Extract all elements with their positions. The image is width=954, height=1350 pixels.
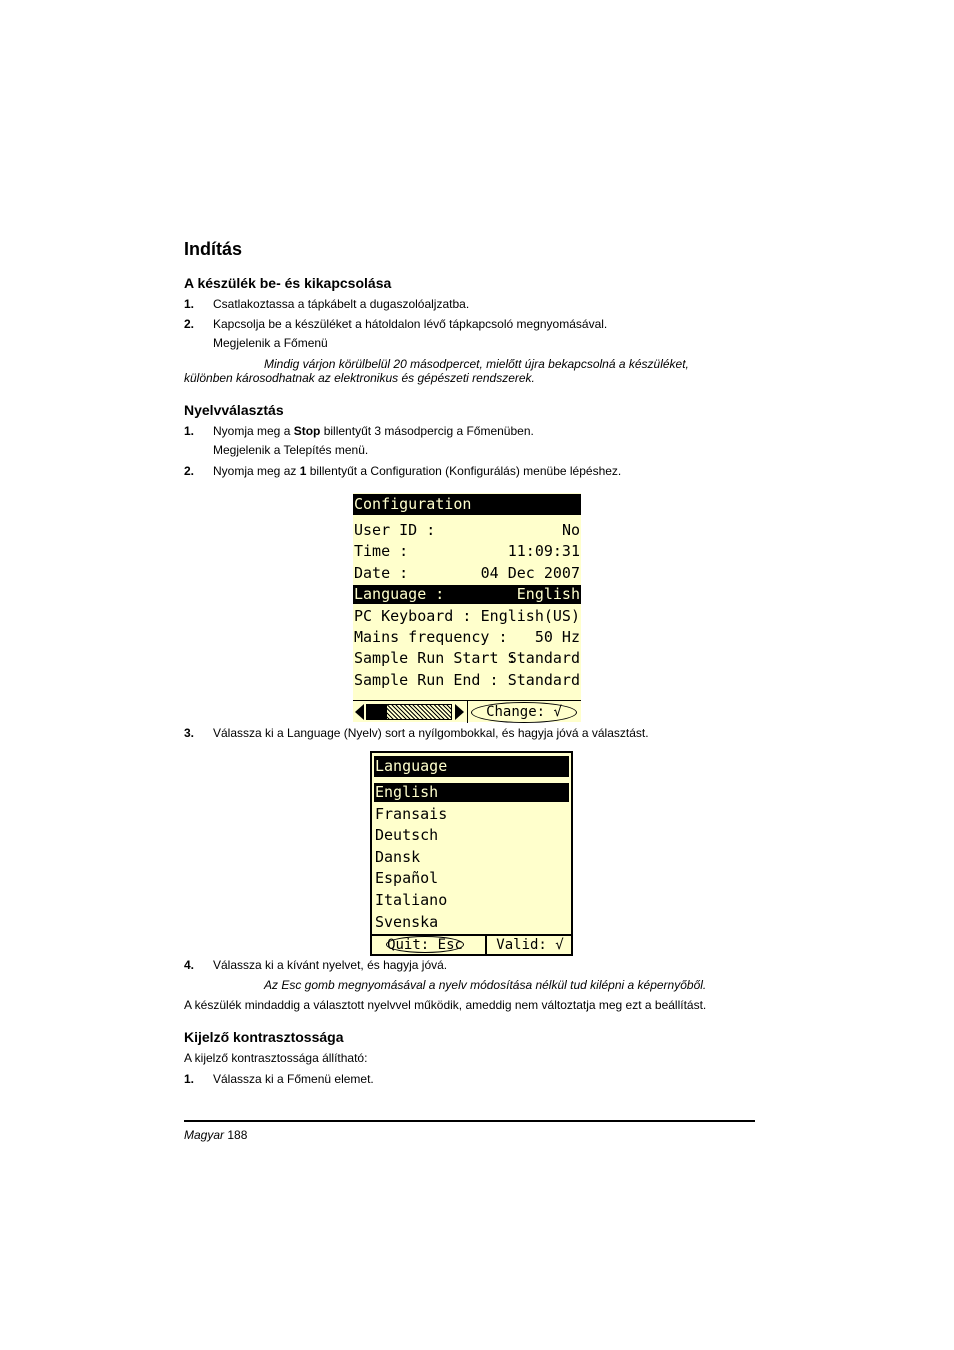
- step-number: 4.: [184, 958, 195, 972]
- config-row-label: Sample Run Start :: [354, 649, 517, 668]
- step-number: 2.: [184, 464, 195, 478]
- config-row-value: English(US): [480, 606, 580, 625]
- step-number: 3.: [184, 726, 195, 740]
- config-row-label: Language :: [354, 585, 445, 604]
- language-option[interactable]: [374, 848, 569, 867]
- section-heading-language: Nyelvválasztás: [184, 402, 284, 418]
- quit-softkey-button[interactable]: Quit: Esc: [387, 937, 463, 953]
- config-row-value: 50 Hz: [534, 628, 580, 646]
- language-option[interactable]: [374, 913, 569, 932]
- screen-title: Configuration: [354, 495, 472, 513]
- step-subtext: Megjelenik a Főmenü: [213, 336, 328, 350]
- page-title: Indítás: [184, 239, 243, 259]
- step-text: Válassza ki a Főmenü elemet.: [213, 1072, 374, 1086]
- config-row-label: User ID :: [354, 521, 436, 539]
- config-row-value: 04 Dec 2007: [480, 563, 580, 582]
- config-row-value: No: [561, 521, 580, 539]
- footer-rule: [184, 1120, 755, 1122]
- step-text: Nyomja meg az 1 billentyűt a Configuration (Konfigurálás) menübe lépéshez.: [213, 464, 622, 478]
- screen-title-bar: [374, 756, 569, 777]
- esc-note: Az Esc gomb megnyomásával a nyelv módosítása nélkül tud kilépni a képernyőből.: [264, 978, 707, 992]
- step-number: 1.: [184, 1072, 195, 1086]
- config-row[interactable]: [353, 649, 581, 668]
- config-row-label: Sample Run End :: [354, 670, 499, 689]
- step-number: 1.: [184, 297, 195, 311]
- language-option[interactable]: [374, 891, 569, 910]
- language-option-label: Svenska: [375, 912, 439, 931]
- config-row-value: Standard: [507, 649, 580, 668]
- screen-title-bar: [353, 494, 581, 515]
- section-heading-contrast: Kijelző kontrasztossága: [184, 1029, 344, 1045]
- intro-text: A kijelző kontrasztossága állítható:: [184, 1051, 368, 1065]
- language-option-label: English: [375, 783, 439, 801]
- config-row-value: English: [516, 585, 580, 604]
- language-option[interactable]: [374, 826, 569, 845]
- config-row-value: Standard: [507, 670, 580, 689]
- language-option[interactable]: [374, 869, 569, 888]
- screen-softkey-bar: [353, 700, 581, 723]
- step-text: Válassza ki a Language (Nyelv) sort a nyílgombokkal, és hagyja jóvá a választást.: [213, 726, 649, 740]
- config-row[interactable]: [353, 542, 581, 561]
- config-row-label: Mains frequency :: [354, 628, 508, 646]
- divider: [485, 936, 487, 954]
- section-heading-power: A készülék be- és kikapcsolása: [184, 275, 392, 291]
- key-name: 1: [299, 464, 307, 478]
- step-subtext: Megjelenik a Telepítés menü.: [213, 443, 369, 457]
- config-row[interactable]: [353, 521, 581, 540]
- warning-note-line2: különben károsodhatnak az elektronikus és gépészeti rendszerek.: [184, 371, 535, 385]
- divider: [467, 701, 468, 723]
- scroll-track[interactable]: [366, 704, 452, 720]
- config-row-label: Date :: [354, 563, 409, 582]
- language-option-label: Deutsch: [375, 826, 439, 845]
- language-option-label: Español: [375, 869, 439, 888]
- valid-softkey-button[interactable]: Valid: √: [496, 937, 564, 953]
- step-text: Válassza ki a kívánt nyelvet, és hagyja jóvá.: [213, 958, 448, 972]
- step-number: 2.: [184, 317, 195, 331]
- scroll-right-arrow-icon[interactable]: [455, 704, 464, 720]
- config-row[interactable]: [353, 607, 581, 626]
- scroll-thumb[interactable]: [367, 705, 387, 719]
- language-option-label: Dansk: [375, 847, 421, 866]
- step-text: Kapcsolja be a készüléket a hátoldalon lévő tápkapcsoló megnyomásával.: [213, 317, 608, 331]
- step-text: Nyomja meg a Stop billentyűt 3 másodpercig a Főmenüben.: [213, 424, 534, 438]
- key-name: Stop: [293, 424, 321, 438]
- footer: [184, 1128, 247, 1143]
- footer-language: Magyar: [184, 1128, 225, 1142]
- language-option[interactable]: [374, 805, 569, 824]
- config-row[interactable]: [353, 671, 581, 690]
- screen-title: Language: [375, 757, 448, 775]
- step-text: Csatlakoztassa a tápkábelt a dugaszolóaljzatba.: [213, 297, 470, 311]
- language-screen: [370, 751, 573, 956]
- closing-paragraph: A készülék mindaddig a választott nyelvvel működik, ameddig nem változtatja meg ezt a beállítást.: [184, 998, 707, 1012]
- config-row-value: 11:09:31: [507, 542, 580, 561]
- language-option-label: Italiano: [375, 891, 448, 909]
- config-row-label: PC Keyboard :: [354, 606, 472, 625]
- warning-note-line1: Mindig várjon körülbelül 20 másodpercet, mielőtt újra bekapcsolná a készüléket,: [264, 357, 689, 371]
- language-option-label: Fransais: [375, 804, 448, 823]
- configuration-screen: [353, 493, 581, 722]
- step-number: 1.: [184, 424, 195, 438]
- scroll-left-arrow-icon[interactable]: [355, 704, 364, 720]
- config-row[interactable]: [353, 585, 581, 604]
- change-softkey-button[interactable]: Change: √: [471, 702, 577, 723]
- language-option[interactable]: [374, 783, 569, 802]
- screen-softkey-bar: [372, 934, 571, 954]
- config-row-label: Time :: [354, 542, 409, 561]
- config-row[interactable]: [353, 628, 581, 647]
- page-number: 188: [227, 1128, 248, 1142]
- config-row[interactable]: [353, 564, 581, 583]
